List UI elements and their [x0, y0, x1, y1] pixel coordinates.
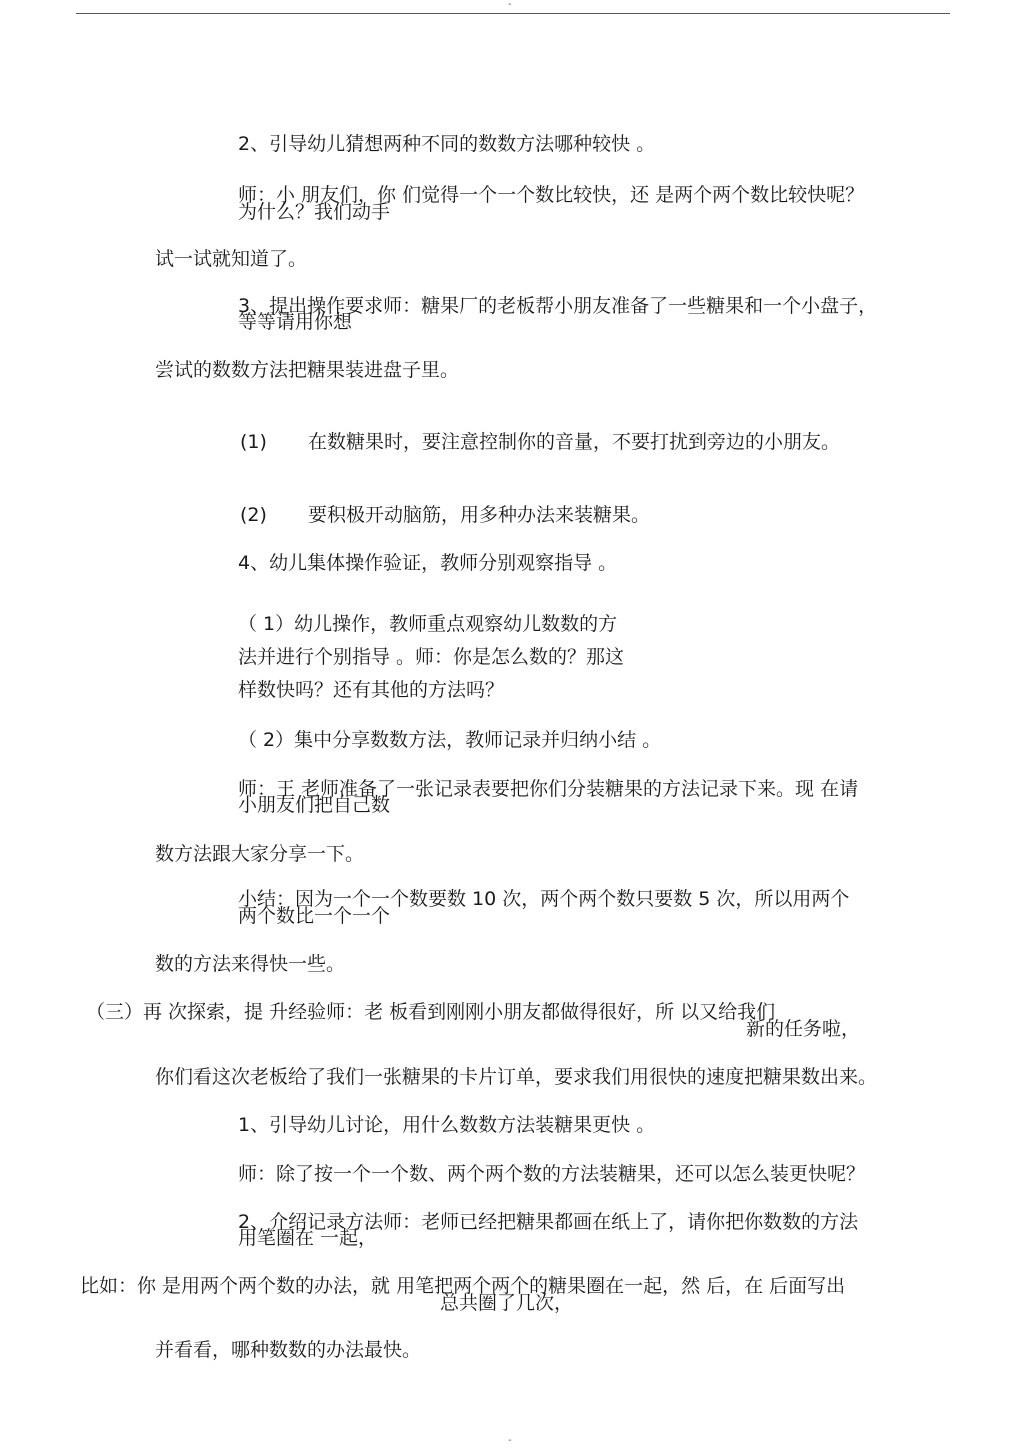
text-line: 师：小 朋友们，你 们觉得一个一个数比较快，还 是两个两个数比较快呢？ — [238, 184, 865, 206]
text-line: 等等请用你想 — [238, 311, 353, 333]
footer-mark: - — [508, 1435, 512, 1446]
text-line: 2、介绍记录方法师：老师已经把糖果都画在纸上了，请你把你数数的方法 — [238, 1211, 859, 1233]
text-line: 小结：因为一个一个数要数 10 次，两个两个数只要数 5 次，所以用两个 — [238, 888, 850, 910]
text-line: 新的任务啦， — [746, 1018, 861, 1040]
text-line: 数的方法来得快一些。 — [155, 953, 346, 975]
list-marker: (2) — [240, 504, 267, 526]
text-line: 4、幼儿集体操作验证，教师分别观察指导 。 — [238, 552, 618, 574]
text-line: 总共圈了几次， — [440, 1292, 574, 1314]
text-line: 数方法跟大家分享一下。 — [155, 843, 365, 865]
text-line: 法并进行个别指导 。师：你是怎么数的？那这 — [238, 646, 625, 668]
page-top-rule — [76, 13, 950, 14]
header-mark: - — [508, 0, 512, 10]
text-line: 你们看这次老板给了我们一张糖果的卡片订单，要求我们用很快的速度把糖果数出来。 — [155, 1066, 878, 1088]
text-line: 比如：你 是用两个两个数的办法，就 用笔把两个两个的糖果圈在一起，然 后，在 后面写出 — [80, 1275, 846, 1297]
text-line: 用笔圈在 一起， — [238, 1227, 378, 1249]
text-line: 师：王 老师准备了一张记录表要把你们分装糖果的方法记录下来。现 在请 — [238, 778, 859, 800]
text-line: 两个数比一个一个 — [238, 905, 391, 927]
text-line: 2、引导幼儿猜想两种不同的数数方法哪种较快 。 — [238, 133, 656, 155]
text-line: 小朋友们把自己数 — [238, 794, 391, 816]
text-line: 1、引导幼儿讨论，用什么数数方法装糖果更快 。 — [238, 1114, 656, 1136]
text-line: 要积极开动脑筋，用多种办法来装糖果。 — [308, 504, 651, 526]
text-line: （ 2）集中分享数数方法，教师记录并归纳小结 。 — [238, 729, 662, 751]
text-line: 样数快吗？还有其他的方法吗？ — [238, 679, 505, 701]
text-line: 在数糖果时，要注意控制你的音量，不要打扰到旁边的小朋友。 — [308, 431, 841, 453]
list-marker: (1) — [240, 431, 267, 453]
text-line: 试一试就知道了。 — [155, 248, 308, 270]
text-line: 3、提出操作要求师：糖果厂的老板帮小朋友准备了一些糖果和一个小盘子， — [238, 295, 878, 317]
text-line: 为什么？我们动手 — [238, 201, 391, 223]
section-heading: （三）再 次探索，提 升经验师：老 板看到刚刚小朋友都做得很好，所 以又给我们 — [86, 1001, 776, 1023]
text-line: （ 1）幼儿操作，教师重点观察幼儿数数的方 — [238, 613, 618, 635]
text-line: 尝试的数数方法把糖果装进盘子里。 — [155, 359, 460, 381]
text-line: 并看看，哪种数数的办法最快。 — [155, 1339, 422, 1361]
text-line: 师：除了按一个一个数、两个两个数的方法装糖果，还可以怎么装更快呢？ — [238, 1163, 866, 1185]
